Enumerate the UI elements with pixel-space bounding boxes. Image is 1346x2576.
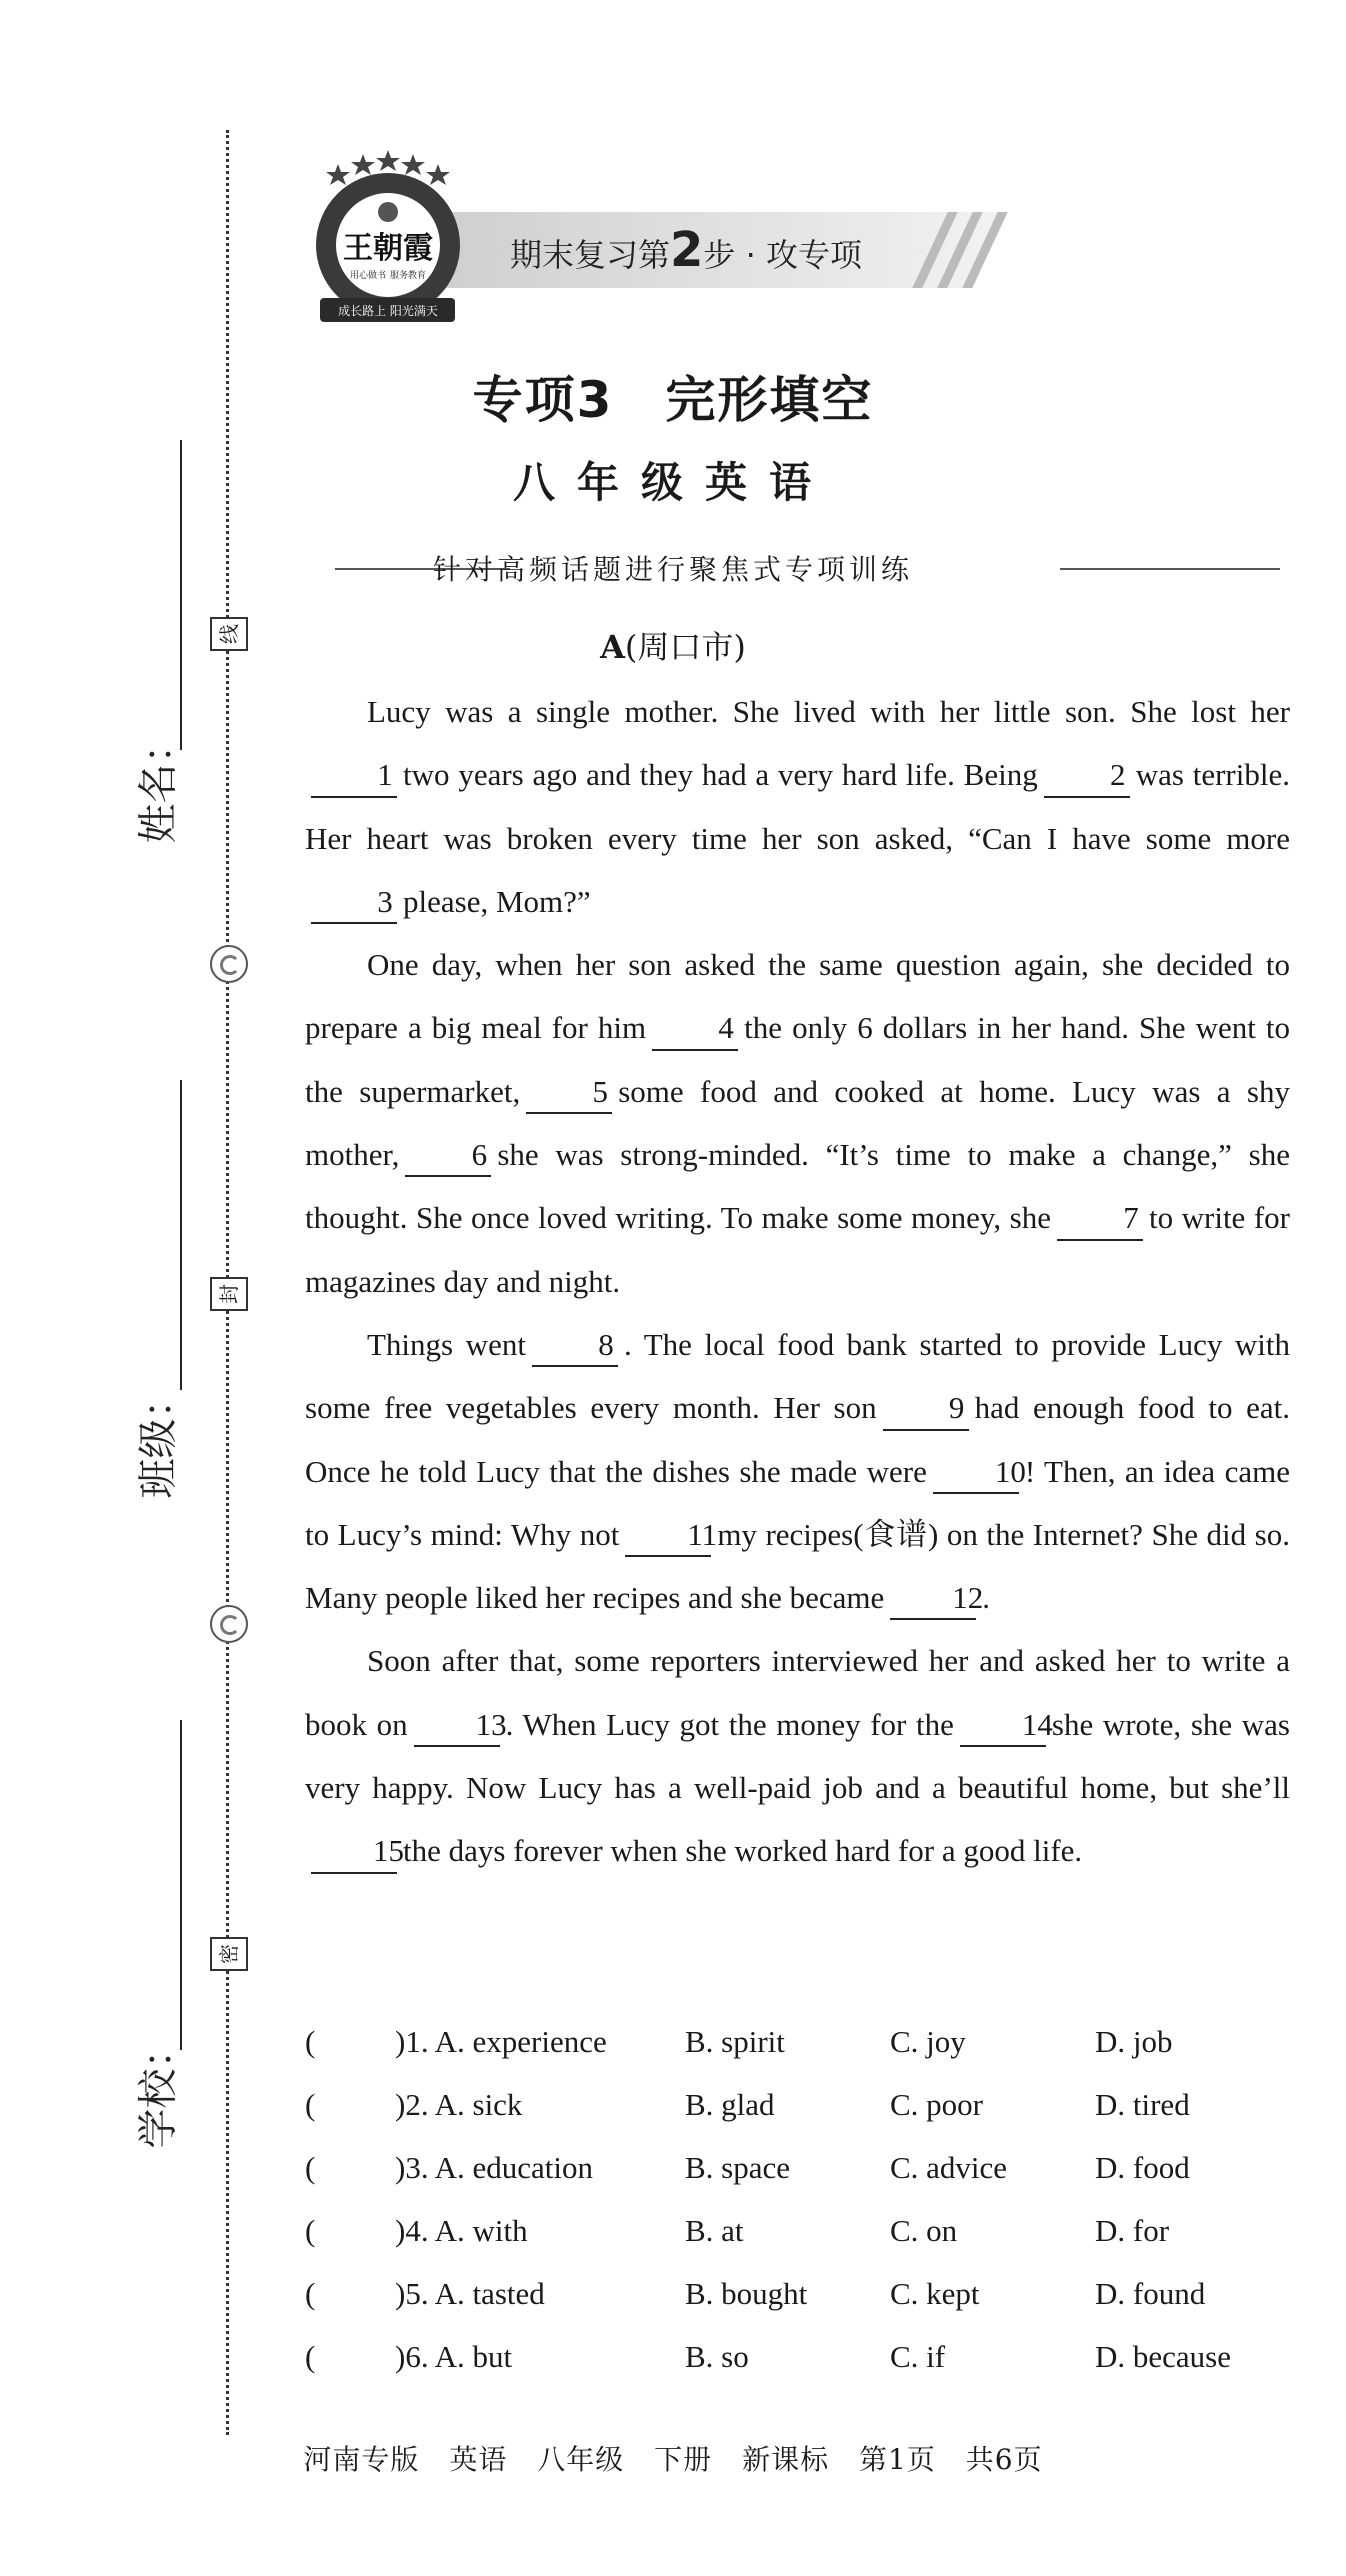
option-d: D. because (1095, 2339, 1231, 2374)
question-row (305, 2150, 1305, 2213)
option-c: C. joy (890, 2024, 966, 2059)
passage-text: please, Mom?” (403, 883, 591, 919)
footer-curriculum: 新课标 (742, 2443, 830, 2476)
blank-6: 6 (405, 1135, 491, 1177)
blank-7: 7 (1057, 1198, 1143, 1240)
passage-text: two years ago and they had a very hard life. Being (403, 757, 1038, 793)
option-c: C. if (890, 2339, 946, 2374)
option-b: B. spirit (685, 2024, 785, 2059)
passage-text: was terrible. Her heart was broken every time her son asked, “Can I have some more (305, 757, 1290, 856)
passage-text: . (982, 1580, 991, 1616)
option-d: D. food (1095, 2150, 1190, 2185)
blank-15: 15 (311, 1831, 397, 1873)
passage-text: . When Lucy got the money for the (505, 1706, 954, 1742)
page-title: 专项3 完形填空 (472, 371, 874, 429)
passage-text: the only 6 dollars in her hand. She went to the supermarket, (305, 1010, 1291, 1109)
logo-ribbon-text: 成长路上 阳光满天 (338, 304, 438, 318)
school-label: 学校： (135, 2028, 182, 2149)
blank-1: 1 (311, 755, 397, 797)
question-row (305, 2339, 1305, 2402)
passage-text: Things went (367, 1326, 526, 1362)
option-d: D. job (1095, 2024, 1173, 2059)
option-a: )5. A. tasted (395, 2276, 545, 2311)
blank-13: 13 (414, 1705, 500, 1747)
tagline: 针对高频话题进行聚焦式专项训练 (432, 553, 913, 586)
option-a: )3. A. education (395, 2150, 594, 2185)
footer-page: 第1页 (859, 2443, 936, 2476)
option-c: C. kept (890, 2276, 980, 2311)
question-row (305, 2276, 1305, 2339)
passage-text: ! Then, an idea came to Lucy’s mind: Why not (305, 1453, 1290, 1552)
footer-grade: 八年级 (537, 2443, 625, 2476)
paragraph-2 (305, 933, 1290, 1313)
question-row (305, 2024, 1305, 2087)
paragraph-3 (305, 1313, 1290, 1629)
blank-12: 12 (890, 1578, 976, 1620)
class-underline (180, 1080, 182, 1390)
passage-text: she was strong-minded. “It’s time to make a change,” she thought. She once loved writing. To make some money, she (305, 1137, 1290, 1236)
logo-motto-right: 服务教育 (389, 271, 427, 281)
paragraph-1 (305, 680, 1290, 933)
passage-text: she wrote, she was very happy. Now Lucy has a well-paid job and a beautiful home, but she’ll (305, 1706, 1290, 1806)
option-d: D. tired (1095, 2087, 1190, 2122)
section-letter: A (600, 628, 625, 666)
blank-14: 14 (960, 1705, 1046, 1747)
publisher-logo (300, 150, 475, 325)
blank-10: 10 (933, 1452, 1019, 1494)
footer-subject: 英语 (449, 2443, 508, 2476)
passage-text: . The local food bank started to provide Lucy with some free vegetables every month. Her son (305, 1326, 1291, 1426)
option-b: B. at (685, 2213, 744, 2248)
option-b: B. space (685, 2150, 791, 2185)
footer-volume: 下册 (654, 2443, 713, 2476)
option-c: C. on (890, 2213, 958, 2248)
passage-text: Soon after that, some reporters interviewed her and asked her to write a book on (305, 1643, 1290, 1742)
seal-dot-icon (210, 945, 248, 983)
blank-8: 8 (532, 1325, 618, 1367)
logo-motto-left: 用心做书 (349, 271, 387, 281)
banner-prefix: 期末复习第 (510, 236, 671, 274)
section-heading (0, 622, 1346, 668)
option-a: )6. A. but (395, 2339, 513, 2374)
section-source: (周口市) (624, 628, 746, 666)
question-row (305, 2213, 1305, 2276)
logo-brand-text: 王朝霞 (343, 231, 433, 266)
answer-paren[interactable]: ( (305, 2276, 316, 2311)
passage-text: to write for magazines day and night. (305, 1200, 1290, 1299)
answer-paren[interactable]: ( (305, 2339, 316, 2374)
option-c: C. advice (890, 2150, 1008, 2185)
blank-4: 4 (652, 1008, 738, 1050)
seal-char-secret: 密 (210, 1937, 248, 1971)
question-row (305, 2087, 1305, 2150)
blank-11: 11 (625, 1515, 711, 1557)
banner-suffix: 步 · 攻专项 (703, 236, 862, 274)
name-label: 姓名： (135, 723, 182, 844)
passage-text: One day, when her son asked the same question again, she decided to prepare a big meal for him (305, 947, 1290, 1046)
blank-2: 2 (1044, 755, 1130, 797)
option-a: )2. A. sick (395, 2087, 523, 2122)
banner-step: 2 (670, 222, 704, 278)
passage-text: had enough food to eat. Once he told Lucy that the dishes she made were (305, 1390, 1290, 1489)
option-c: C. poor (890, 2087, 983, 2122)
cloze-passage (305, 680, 1290, 1883)
blank-5: 5 (526, 1072, 612, 1114)
footer-edition: 河南专版 (303, 2443, 420, 2476)
passage-text: my recipes(食谱) on the Internet? She did so. Many people liked her recipes and she became (305, 1516, 1290, 1616)
paragraph-4 (305, 1629, 1290, 1882)
banner-title (510, 220, 862, 280)
option-b: B. so (685, 2339, 749, 2374)
class-label: 班级： (135, 1378, 182, 1499)
option-a: )1. A. experience (395, 2024, 607, 2059)
answer-paren[interactable]: ( (305, 2213, 316, 2248)
option-b: B. glad (685, 2087, 775, 2122)
seal-dot-icon (210, 1605, 248, 1643)
answer-paren[interactable]: ( (305, 2024, 316, 2059)
blank-3: 3 (311, 882, 397, 924)
passage-text: some food and cooked at home. Lucy was a shy mother, (305, 1073, 1290, 1173)
seal-char-line: 线 (210, 617, 248, 651)
answer-paren[interactable]: ( (305, 2087, 316, 2122)
option-d: D. found (1095, 2276, 1206, 2311)
page-subtitle: 八年级英语 (512, 458, 833, 507)
answer-paren[interactable]: ( (305, 2150, 316, 2185)
passage-text: Lucy was a single mother. She lived with her little son. She lost her (367, 694, 1290, 729)
option-b: B. bought (685, 2276, 808, 2311)
option-a: )4. A. with (395, 2213, 528, 2248)
footer-total: 共6页 (965, 2443, 1043, 2476)
option-d: D. for (1095, 2213, 1170, 2248)
passage-text: the days forever when she worked hard for a good life. (403, 1833, 1083, 1869)
blank-9: 9 (883, 1388, 969, 1430)
seal-char-seal: 封 (210, 1277, 248, 1311)
page-footer (0, 2438, 1346, 2478)
school-underline (180, 1720, 182, 2050)
